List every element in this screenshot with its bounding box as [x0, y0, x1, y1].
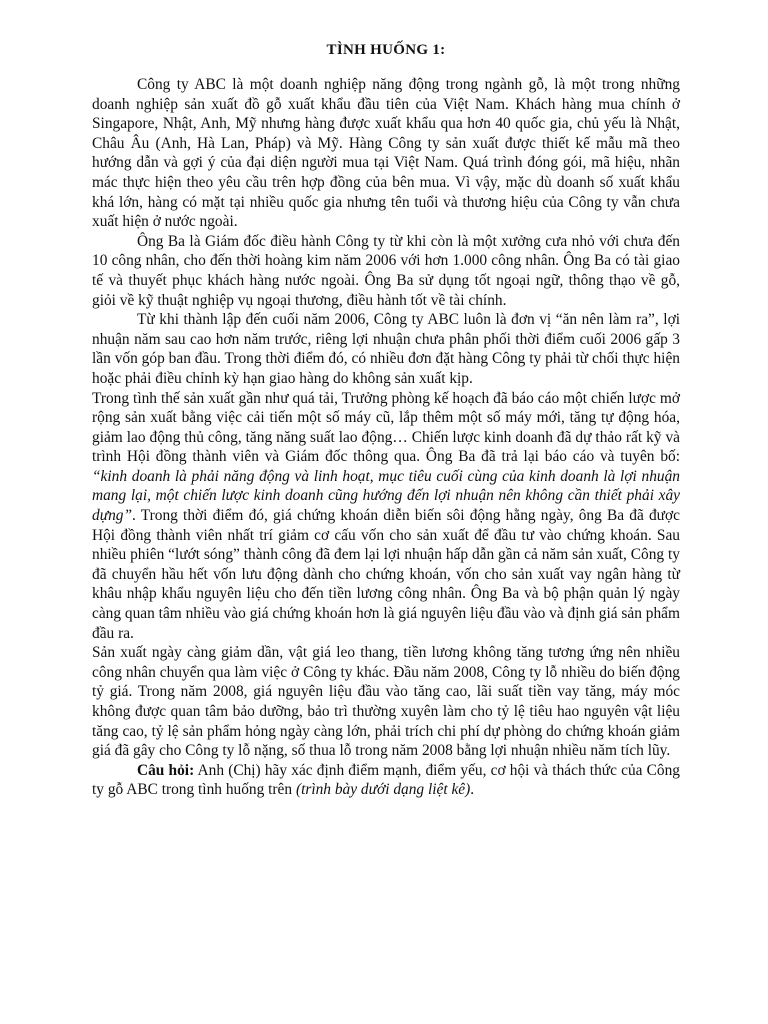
question-end: . [470, 781, 475, 799]
question-text: Anh (Chị) hãy xác định điểm mạnh, điểm yếu, cơ hội và thách thức của Công ty gỗ ABC trong tình huống trên [92, 761, 680, 799]
paragraph-company-intro: Công ty ABC là một doanh nghiệp năng động trong ngành gỗ, là một trong những doanh nghiệp sản xuất đồ gỗ xuất khẩu đầu tiên của Việt Nam. Khách hàng mua chính ở Singapore, Nhật, Anh, Mỹ nhưng hàng được xuất khẩu qua hơn 40 quốc gia, chủ yếu là Nhật, Châu Âu (Anh, Hà Lan, Pháp) và Mỹ. Hàng Công ty sản xuất được thiết kế mẫu mã theo hướng dẫn và gợi ý của đại diện người mua tại Việt Nam. Quá trình đóng gói, mã hiệu, nhãn mác thực hiện theo yêu cầu trên hợp đồng của bên mua. Vì vậy, mặc dù doanh số xuất khẩu khá lớn, hàng có mặt tại nhiều quốc gia nhưng tên tuổi và thương hiệu của Công ty vẫn chưa xuất hiện ở nước ngoài. [92, 76, 680, 231]
paragraph-decline: Sản xuất ngày càng giảm dần, vật giá leo thang, tiền lương không tăng tương ứng nên nhiều công nhân chuyển qua làm việc ở Công ty khác. Đầu năm 2008, Công ty lỗ nhiều do biến động tỷ giá. Trong năm 2008, giá nguyên liệu đầu vào tăng cao, lãi suất tiền vay tăng, máy móc không được quan tâm bảo dưỡng, bảo trì thường xuyên làm cho tỷ lệ tiêu hao nguyên vật liệu tăng cao, tỷ lệ sản phẩm hỏng ngày càng lớn, phải trích chi phí dự phòng do chứng khoán giảm giá đã gây cho Công ty lỗ nặng, số thua lỗ trong năm 2008 bằng lợi nhuận nhiều năm tích lũy. [92, 644, 680, 760]
question-note: (trình bày dưới dạng liệt kê) [295, 781, 471, 799]
paragraph-profit-history: Từ khi thành lập đến cuối năm 2006, Công ty ABC luôn là đơn vị “ăn nên làm ra”, lợi nhuận năm sau cao hơn năm trước, riêng lợi nhuận chưa phân phối thời điểm cuối 2006 gấp 3 lần vốn góp ban đầu. Trong thời điểm đó, có nhiều đơn đặt hàng Công ty phải từ chối thực hiện hoặc phải điều chỉnh kỳ hạn giao hàng do không sản xuất kịp. [92, 311, 680, 387]
strategy-text-before: Trong tình thế sản xuất gần như quá tải, Trưởng phòng kế hoạch đã báo cáo một chiến lược mở rộng sản xuất bằng việc cải tiến một số máy cũ, lắp thêm một số máy mới, tăng tự động hóa, giảm lao động thủ công, tăng năng suất lao động… Chiến lược kinh doanh đã dự thảo rất kỹ và trình Hội đồng thành viên và Giám đốc thông qua. Ông Ba đã trả lại báo cáo và tuyên bố: [92, 389, 680, 466]
paragraph-strategy [92, 389, 680, 644]
director-quote: “kinh doanh là phải năng động và linh hoạt, mục tiêu cuối cùng của kinh doanh là lợi nhuận mang lại, một chiến lược kinh doanh cũng hướng đến lợi nhuận nên không cần thiết phải xây dựng” [92, 467, 680, 525]
question-paragraph [92, 761, 680, 800]
paragraph-director: Ông Ba là Giám đốc điều hành Công ty từ khi còn là một xưởng cưa nhỏ với chưa đến 10 công nhân, cho đến thời hoàng kim năm 2006 với hơn 1.000 công nhân. Ông Ba có tài giao tế và thuyết phục khách hàng nước ngoài. Ông Ba sử dụng tốt ngoại ngữ, thông thạo về gỗ, giỏi về kỹ thuật nghiệp vụ ngoại thương, điều hành tốt về tài chính. [92, 232, 680, 309]
question-label: Câu hỏi: [137, 761, 195, 779]
document-title: TÌNH HUỐNG 1: [326, 42, 446, 58]
strategy-text-after: . Trong thời điểm đó, giá chứng khoán diễn biến sôi động hằng ngày, ông Ba đã được Hội đồng thành viên nhất trí giảm cơ cấu vốn cho sản xuất để đầu tư vào chứng khoán. Sau nhiều phiên “lướt sóng” thành công đã đem lại lợi nhuận hấp dẫn gần cả năm sản xuất, Công ty đã chuyển hầu hết vốn lưu động dành cho chứng khoán, vốn cho sản xuất vay ngân hàng từ khâu nhập khẩu nguyên liệu cho đến tiền lương công nhân. Ông Ba và bộ phận quản lý ngày càng quan tâm nhiều vào giá chứng khoán hơn là giá nguyên liệu đầu vào và định giá sản phẩm đầu ra. [92, 507, 680, 642]
